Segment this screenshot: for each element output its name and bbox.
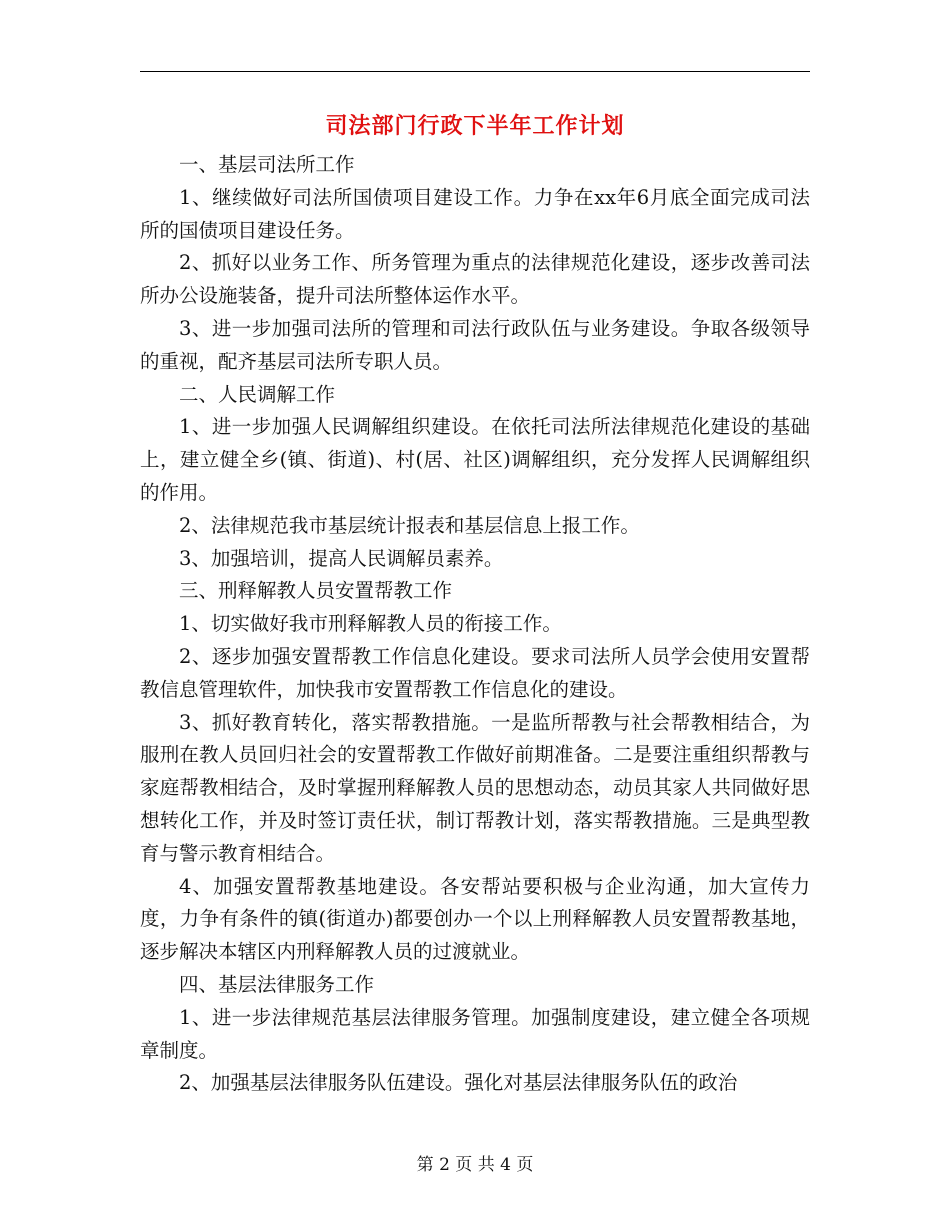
paragraph: 1、进一步加强人民调解组织建设。在依托司法所法律规范化建设的基础上，建立健全乡(镇、街道)、村(居、社区)调解组织，充分发挥人民调解组织的作用。 (140, 415, 810, 504)
paragraph: 3、抓好教育转化，落实帮教措施。一是监所帮教与社会帮教相结合，为服刑在教人员回归社会的安置帮教工作做好前期准备。二是要注重组织帮教与家庭帮教相结合，及时掌握刑释解教人员的思想动态，动员其家人共同做好思想转化工作，并及时签订责任状，制订帮教计划，落实帮教措施。三是典型教育与警示教育相结合。 (140, 710, 810, 865)
paragraph: 1、进一步法律规范基层法律服务管理。加强制度建设，建立健全各项规章制度。 (140, 1005, 810, 1062)
paragraph: 2、逐步加强安置帮教工作信息化建设。要求司法所人员学会使用安置帮教信息管理软件，加快我市安置帮教工作信息化的建设。 (140, 644, 810, 701)
paragraph: 1、继续做好司法所国债项目建设工作。力争在xx年6月底全面完成司法所的国债项目建设任务。 (140, 185, 810, 242)
section-heading: 四、基层法律服务工作 (179, 972, 375, 996)
paragraph: 2、加强基层法律服务队伍建设。强化对基层法律服务队伍的政治 (179, 1071, 738, 1095)
paragraph: 2、抓好以业务工作、所务管理为重点的法律规范化建设，逐步改善司法所办公设施装备，提升司法所整体运作水平。 (140, 251, 810, 308)
paragraph: 3、加强培训，提高人民调解员素养。 (179, 546, 504, 570)
document-body (140, 149, 810, 1100)
document-title: 司法部门行政下半年工作计划 (325, 113, 625, 139)
paragraph: 1、切实做好我市刑释解教人员的衔接工作。 (179, 612, 562, 636)
paragraph: 2、法律规范我市基层统计报表和基层信息上报工作。 (179, 513, 640, 537)
header-rule (140, 71, 810, 72)
section-heading: 三、刑释解教人员安置帮教工作 (179, 579, 453, 603)
paragraph: 4、加强安置帮教基地建设。各安帮站要积极与企业沟通，加大宣传力度，力争有条件的镇(街道办)都要创办一个以上刑释解教人员安置帮教基地，逐步解决本辖区内刑释解教人员的过渡就业。 (140, 874, 810, 964)
section-heading: 一、基层司法所工作 (179, 153, 355, 176)
section-heading: 二、人民调解工作 (179, 382, 336, 406)
page-number: 第 2 页 共 4 页 (416, 1155, 534, 1175)
paragraph: 3、进一步加强司法所的管理和司法行政队伍与业务建设。争取各级领导的重视，配齐基层司法所专职人员。 (140, 316, 810, 373)
